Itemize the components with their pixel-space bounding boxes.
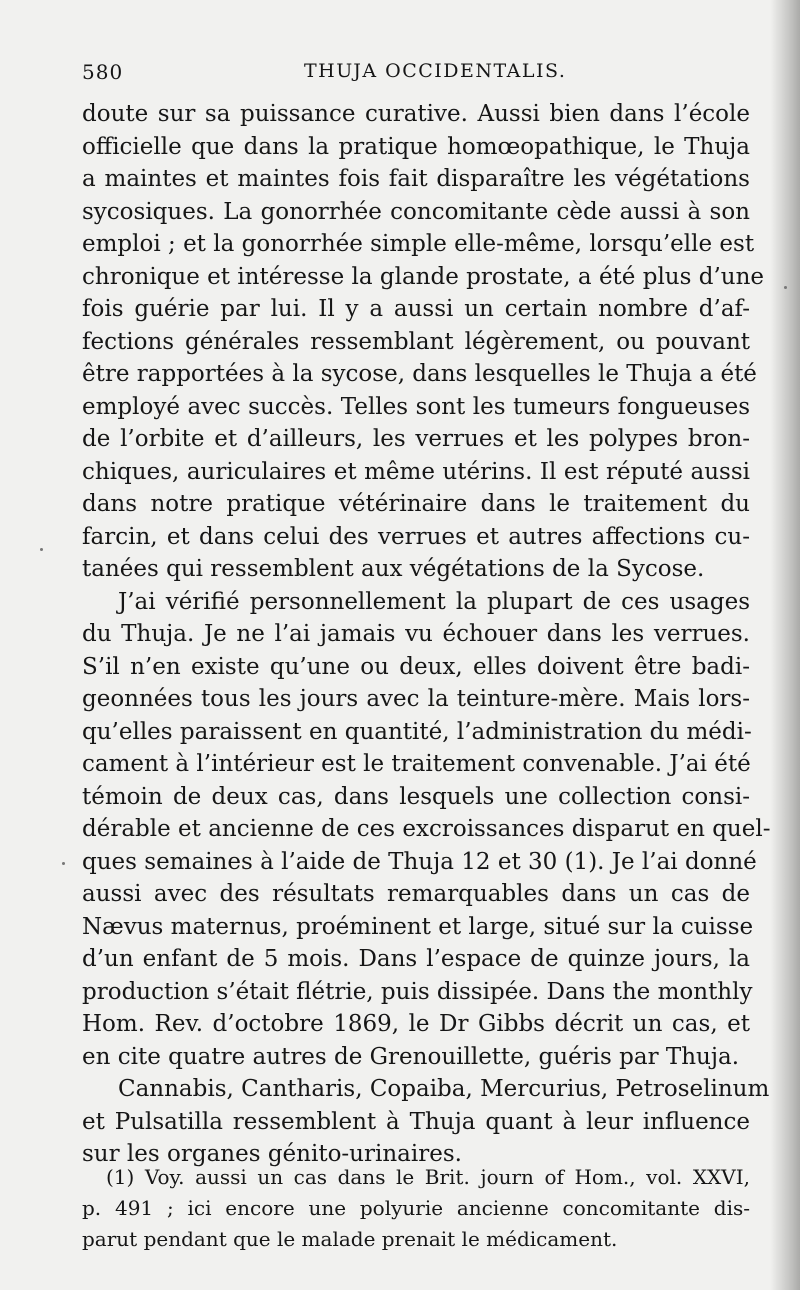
text-line: être rapportées à la sycose, dans lesquelles le Thuja a été — [82, 361, 757, 387]
paper-speck — [784, 286, 787, 289]
footnote-line: (1) Voy. aussi un cas dans le Brit. journ of Hom., vol. XXVI, — [106, 1165, 750, 1189]
footnote-line: parut pendant que le malade prenait le médicament. — [82, 1227, 618, 1251]
text-line: sur les organes génito-urinaires. — [82, 1141, 462, 1167]
text-line: Nævus maternus, proéminent et large, situé sur la cuisse — [82, 913, 754, 940]
text-line: officielle que dans la pratique homœopathique, le Thuja — [82, 133, 750, 160]
text-line: d’un enfant de 5 mois. Dans l’espace de quinze jours, la — [82, 946, 750, 972]
text-line: J’ai vérifié personnellement la plupart de ces usages — [118, 588, 750, 615]
text-line: dérable et ancienne de ces excroissances disparut en quel- — [82, 816, 771, 842]
text-line: aussi avec des résultats remarquables dans un cas de — [82, 881, 750, 907]
text-line: a maintes et maintes fois fait disparaître les végétations — [82, 166, 750, 192]
footnote-line: p. 491 ; ici encore une polyurie ancienne concomitante dis- — [82, 1196, 750, 1220]
page-header — [82, 60, 742, 90]
text-line: ques semaines à l’aide de Thuja 12 et 30 (1). Je l’ai donné — [82, 848, 757, 875]
text-line: farcin, et dans celui des verrues et autres affections cu- — [82, 523, 750, 550]
text-line: cament à l’intérieur est le traitement convenable. J’ai été — [82, 751, 751, 777]
body-text — [82, 98, 771, 1171]
text-line: employé avec succès. Telles sont les tumeurs fongueuses — [82, 393, 750, 420]
text-line: dans notre pratique vétérinaire dans le traitement du — [82, 491, 750, 517]
page-edge-shadow — [770, 0, 800, 1290]
text-line: en cite quatre autres de Grenouillette, guéris par Thuja. — [82, 1043, 740, 1070]
text-line: sycosiques. La gonorrhée concomitante cède aussi à son — [82, 198, 750, 225]
text-line: doute sur sa puissance curative. Aussi bien dans l’école — [82, 101, 750, 127]
text-line: Cannabis, Cantharis, Copaiba, Mercurius, Petroselinum — [118, 1076, 770, 1102]
text-line: du Thuja. Je ne l’ai jamais vu échouer dans les verrues. — [82, 621, 750, 647]
text-line: chiques, auriculaires et même utérins. Il est réputé aussi — [82, 458, 750, 485]
text-line: qu’elles paraissent en quantité, l’administration du médi- — [82, 718, 752, 745]
page-number: 580 — [82, 60, 124, 84]
text-line: Hom. Rev. d’octobre 1869, le Dr Gibbs décrit un cas, et — [82, 1011, 750, 1037]
text-line: S’il n’en existe qu’une ou deux, elles doivent être badi- — [82, 653, 750, 680]
text-line: témoin de deux cas, dans lesquels une collection consi- — [82, 783, 750, 810]
running-title: THUJA OCCIDENTALIS. — [304, 60, 567, 82]
text-line: fections générales ressemblant légèrement, ou pouvant — [82, 328, 750, 355]
footnote — [82, 1162, 750, 1255]
text-line: de l’orbite et d’ailleurs, les verrues et les polypes bron- — [82, 426, 750, 452]
text-line: production s’était flétrie, puis dissipée. Dans the monthly — [82, 978, 753, 1005]
text-line: emploi ; et la gonorrhée simple elle-même, lorsqu’elle est — [82, 231, 755, 257]
paper-speck — [62, 862, 65, 865]
text-line: chronique et intéresse la glande prostate, a été plus d’une — [82, 263, 764, 290]
text-line: geonnées tous les jours avec la teinture-mère. Mais lors- — [82, 686, 750, 712]
text-line: tanées qui ressemblent aux végétations de la Sycose. — [82, 556, 705, 582]
text-line: fois guérie par lui. Il y a aussi un certain nombre d’af- — [82, 296, 750, 322]
paper-speck — [40, 548, 43, 551]
text-line: et Pulsatilla ressemblent à Thuja quant à leur influence — [82, 1108, 750, 1135]
